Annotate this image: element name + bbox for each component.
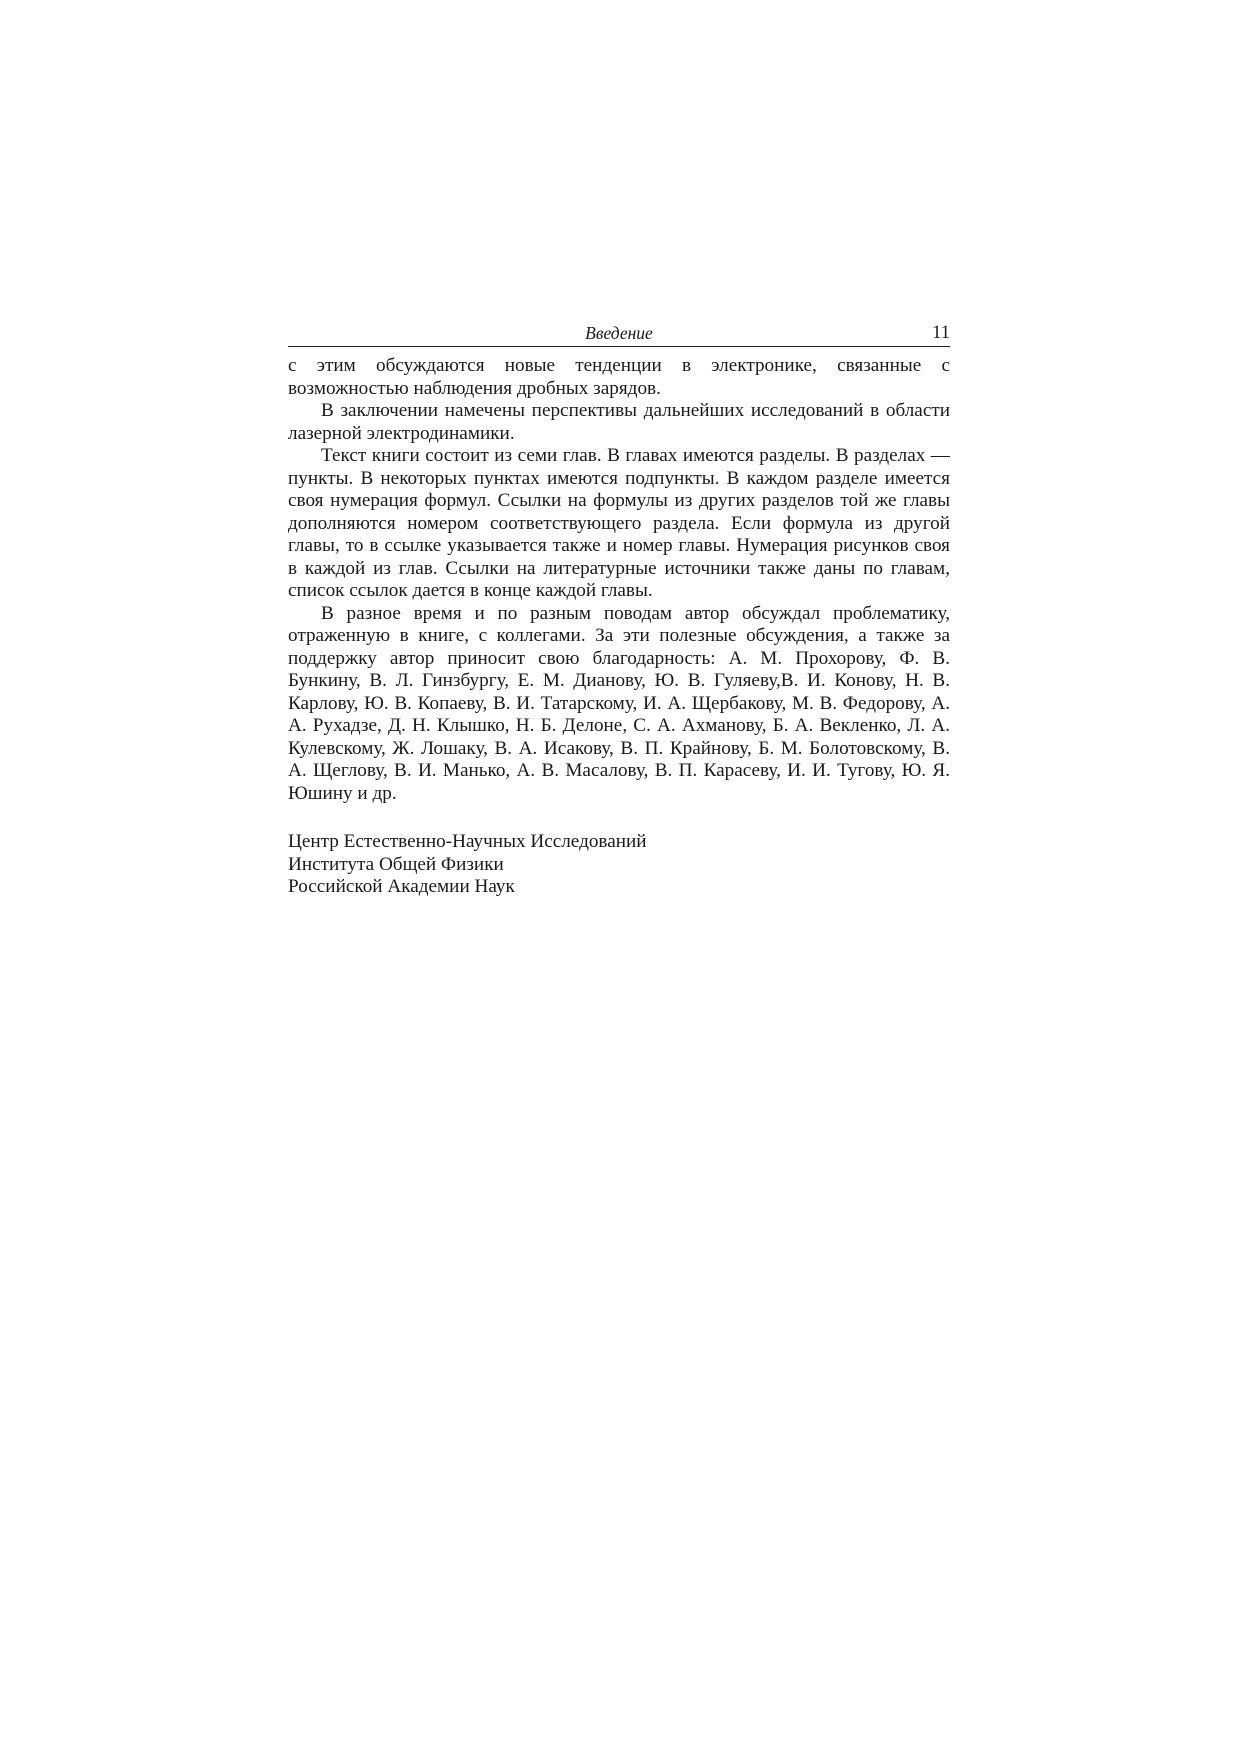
affiliation-line: Российской Академии Наук <box>288 876 515 897</box>
paragraph-acknowledgements: В разное время и по разным поводам автор обсуждал проблематику, отраженную в книге, с коллегами. За эти полезные обсуждения, а также за поддержку автор приносит свою благодарность: А. М. Прохорову, Ф. В. Бункину, В. Л. Гинзбургу, Е. М. Дианову, Ю. В. Гуляеву,В. И. Конову, Н. В. Карлову, Ю. В. Копаеву, В. И. Татарскому, И. А. Щербакову, М. В. Федорову, А. А. Рухадзе, Д. Н. Клышко, Н. Б. Делоне, С. А. Ахманову, Б. А. Векленко, Л. А. Кулевскому, Ж. Лошаку, В. А. Исакову, В. П. Крайнову, Б. М. Болотовскому, В. А. Щеглову, В. И. Манько, А. В. Масалову, В. П. Карасеву, И. И. Тугову, Ю. Я. Юшину и др. <box>288 602 950 804</box>
paragraph-conclusion: В заключении намечены перспективы дальнейших исследований в области лазерной электродинамики. <box>288 400 950 444</box>
book-page <box>288 322 950 899</box>
affiliation-line: Центр Естественно-Научных Исследований <box>288 831 647 852</box>
affiliation-line: Института Общей Физики <box>288 853 504 875</box>
running-head <box>288 322 950 347</box>
affiliation-block <box>288 831 950 899</box>
paragraph-continued: с этим обсуждаются новые тенденции в электронике, связанные с возможностью наблюдения дробных зарядов. <box>288 355 950 399</box>
paragraph-structure: Текст книги состоит из семи глав. В главах имеются разделы. В разделах — пункты. В некоторых пунктах имеются подпункты. В каждом разделе имеется своя нумерация формул. Ссылки на формулы из других разделов той же главы дополняются номером соответствующего раздела. Если формула из другой главы, то в ссылке указывается также и номер главы. Нумерация рисунков своя в каждой из глав. Ссылки на литературные источники также даны по главам, список ссылок дается в конце каждой главы. <box>288 445 950 601</box>
page-number: 11 <box>932 323 950 343</box>
running-title: Введение <box>585 323 653 343</box>
